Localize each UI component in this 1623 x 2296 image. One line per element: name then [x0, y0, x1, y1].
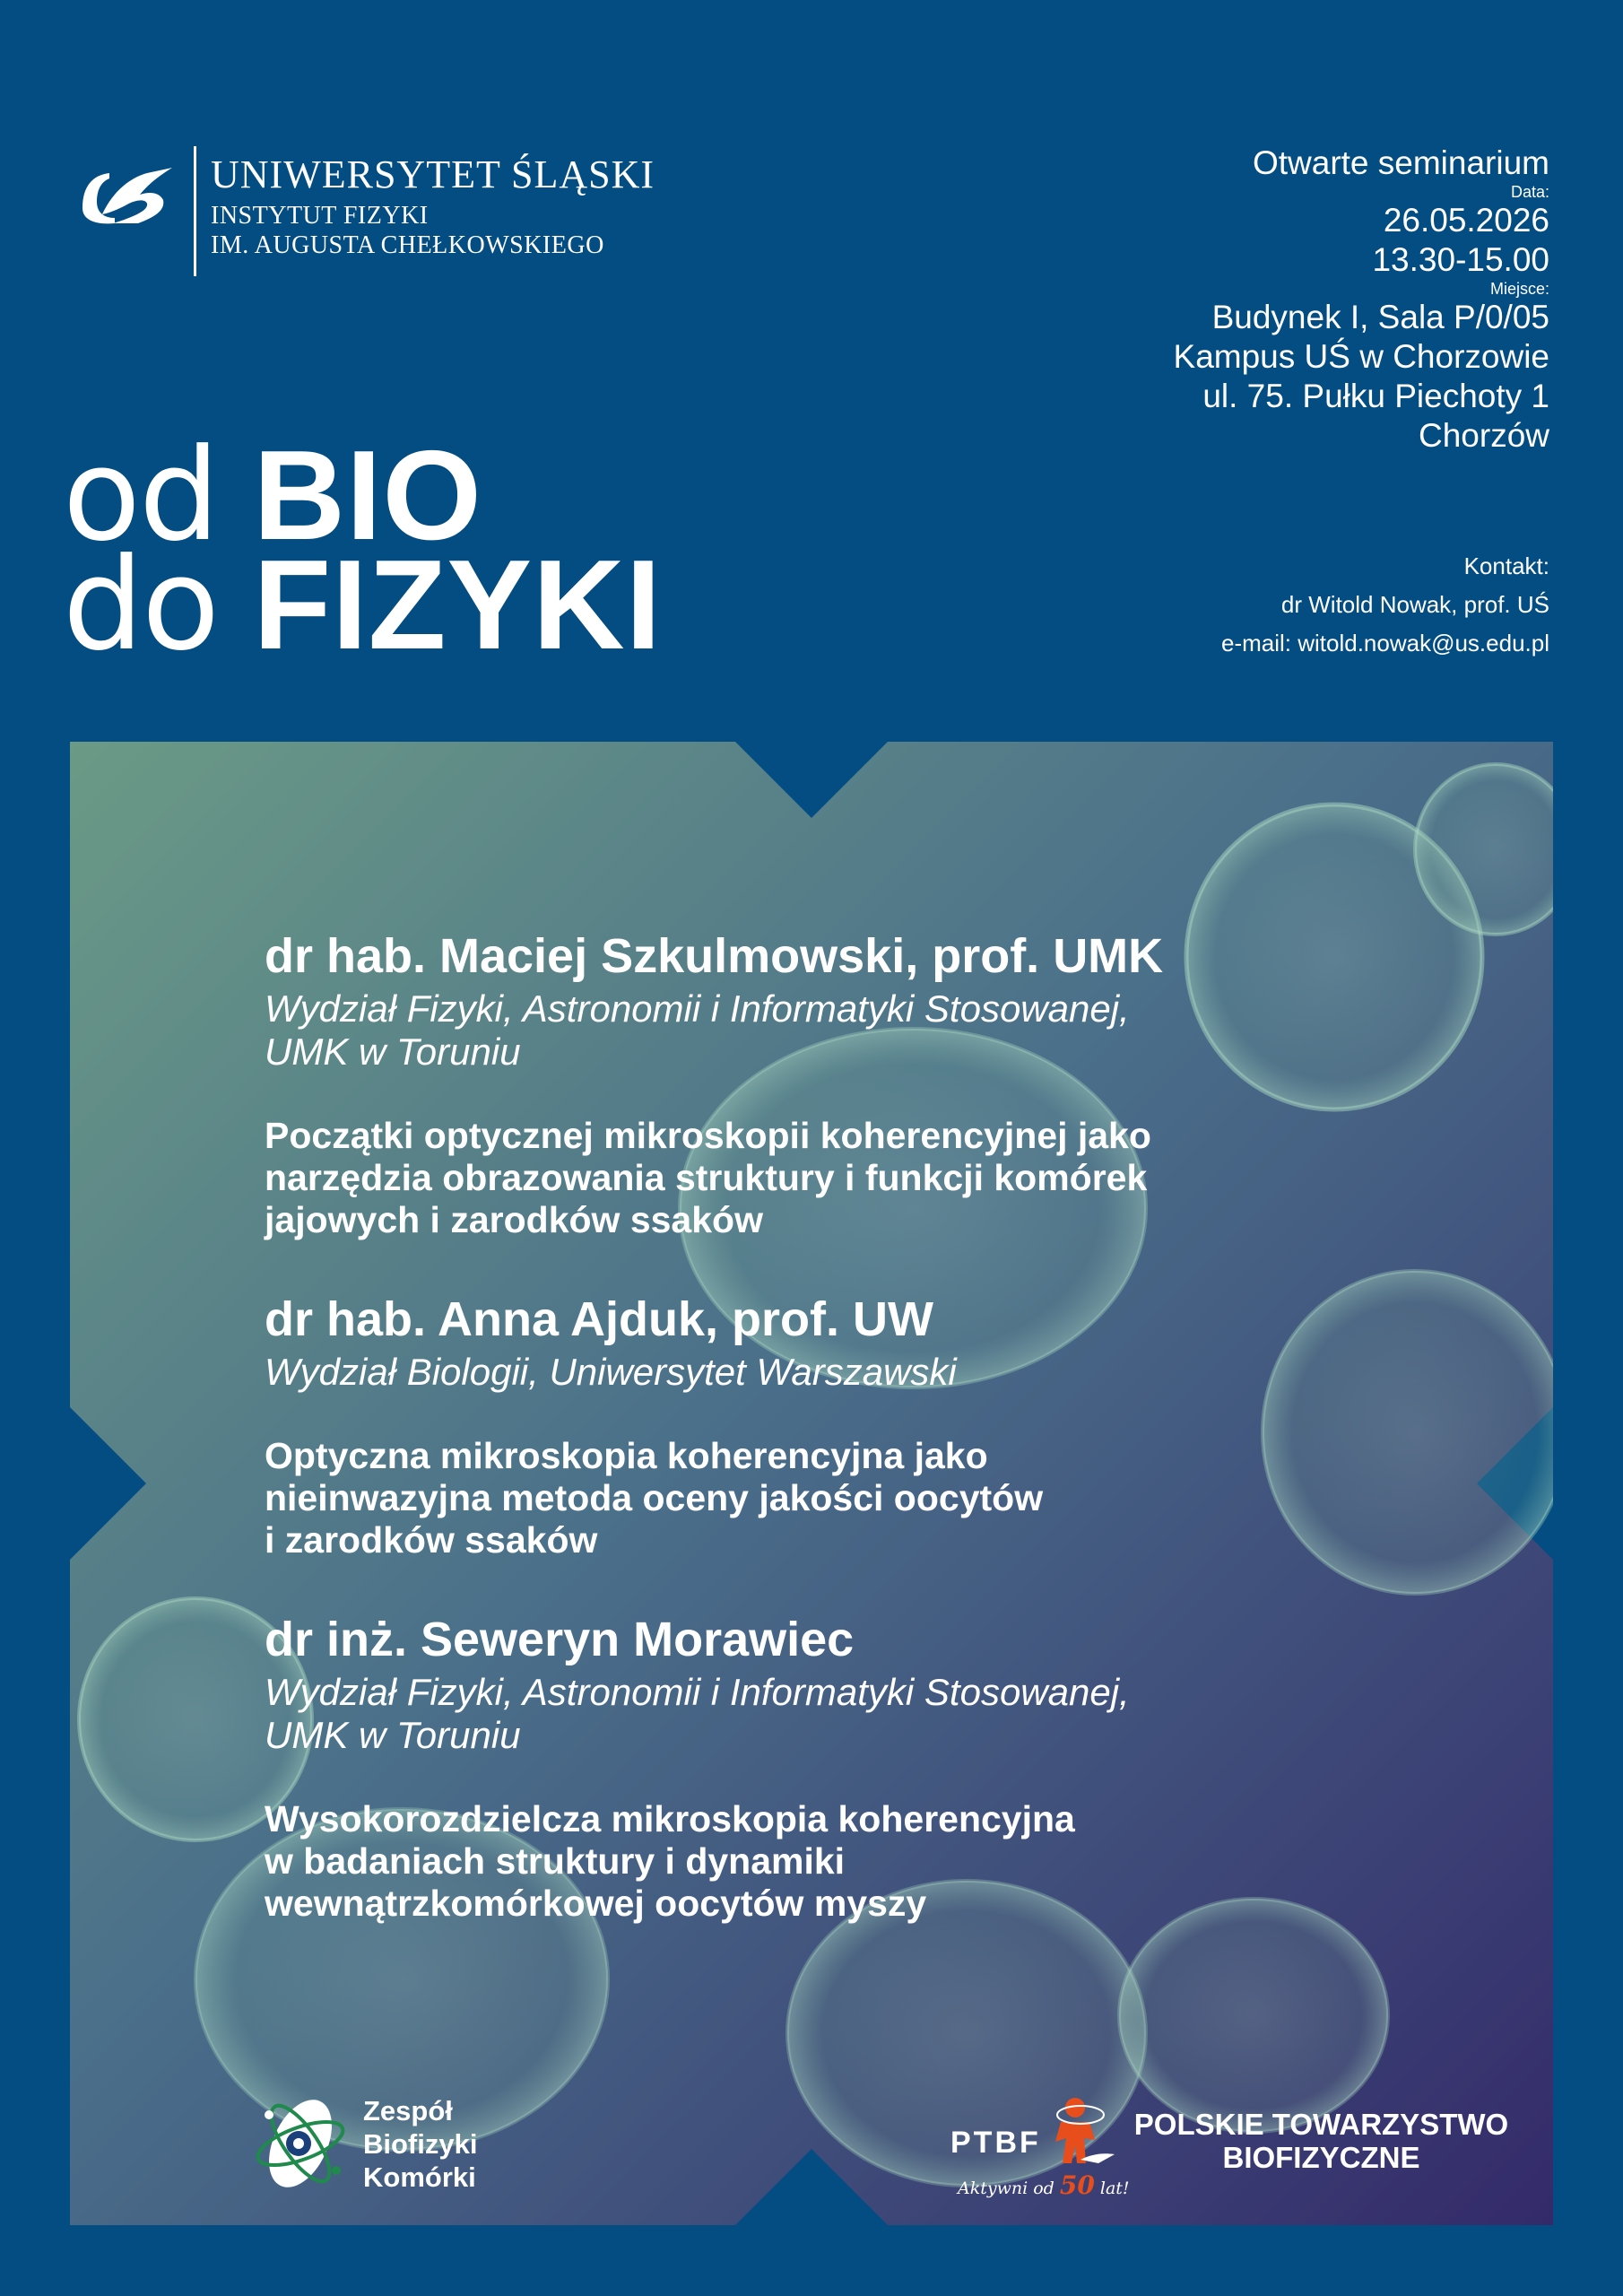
zbk-line-1: Zespół [363, 2094, 453, 2126]
university-text [211, 146, 655, 260]
talk-title-line: nieinwazyjna metoda oceny jakości oocytów [265, 1477, 1044, 1518]
ptbf-logo [950, 2090, 1509, 2200]
talk-title [265, 1798, 1385, 1925]
zbk-line-3: Komórki [363, 2161, 476, 2193]
talk-title-line: Wysokorozdzielcza mikroskopia koherencyjna [265, 1798, 1075, 1839]
motto-text: Aktywni od [958, 2179, 1055, 2198]
university-emblem-icon [75, 159, 174, 230]
university-name: UNIWERSYTET ŚLĄSKI [211, 152, 655, 196]
talk-title-line: Początki optycznej mikroskopii koherencyjnej jako [265, 1115, 1151, 1156]
speaker-affiliation-line-2: UMK w Toruniu [265, 1714, 521, 1756]
speaker-affiliation-line-2: UMK w Toruniu [265, 1031, 521, 1073]
talks-list [265, 928, 1385, 1975]
zbk-line-2: Biofizyki [363, 2127, 478, 2160]
speaker-affiliation: Wydział Fizyki, Astronomii i Informatyki Stosowanej, [265, 1671, 1130, 1713]
speaker-affiliation: Wydział Fizyki, Astronomii i Informatyki Stosowanej, [265, 987, 1130, 1030]
talk-title-line: i zarodków ssaków [265, 1519, 598, 1561]
contact-info [1221, 547, 1549, 663]
talk-2 [265, 1292, 1385, 1561]
place-line-1: Budynek I, Sala P/0/05 [1211, 299, 1549, 335]
place-line-3: ul. 75. Pułku Piechoty 1 [1202, 378, 1549, 414]
contact-email[interactable]: e-mail: witold.nowak@us.edu.pl [1220, 630, 1549, 657]
zbk-name [363, 2094, 477, 2194]
talk-title-line: narzędzia obrazowania struktury i funkcji komórek [265, 1157, 1148, 1198]
title-fizyki: FIZYKI [253, 534, 663, 676]
talk-title [265, 1435, 1385, 1561]
talk-title [265, 1115, 1385, 1241]
event-info [1174, 144, 1549, 456]
cell-atom-icon [256, 2090, 354, 2197]
institute-name: INSTYTUT FIZYKI [211, 202, 429, 230]
event-type: Otwarte seminarium [1252, 144, 1549, 181]
contact-label: Kontakt: [1463, 552, 1549, 579]
speaker-name: dr hab. Maciej Szkulmowski, prof. UMK [265, 929, 1164, 983]
motto-number: 50 [1059, 2170, 1095, 2200]
place-line-2: Kampus UŚ w Chorzowie [1173, 338, 1549, 375]
place-line-4: Chorzów [1419, 417, 1549, 454]
motto-text-end: lat! [1099, 2179, 1130, 2198]
ptbf-motto [958, 2170, 1130, 2200]
talk-3 [265, 1612, 1385, 1925]
poster-title [63, 422, 663, 679]
talk-1 [265, 928, 1385, 1241]
speaker-name: dr hab. Anna Ajduk, prof. UW [265, 1292, 933, 1346]
title-od: od [63, 422, 219, 570]
logo-divider [194, 146, 196, 276]
ptbf-name-line-2: BIOFIZYCZNE [1222, 2141, 1420, 2174]
speaker-affiliation: Wydział Biologii, Uniwersytet Warszawski [265, 1351, 957, 1393]
talk-title-line: wewnątrzkomórkowej oocytów myszy [265, 1883, 927, 1924]
ptbf-name-line-1: POLSKIE TOWARZYSTWO [1133, 2108, 1509, 2141]
contact-person: dr Witold Nowak, prof. UŚ [1280, 591, 1549, 618]
university-logo [75, 146, 655, 276]
talk-title-line: jajowych i zarodków ssaków [265, 1199, 763, 1240]
title-bio: BIO [253, 424, 482, 567]
event-date: 26.05.2026 [1383, 202, 1549, 239]
date-label: Data: [1510, 183, 1549, 201]
ptbf-abbreviation: PTBF [950, 2126, 1041, 2160]
place-label: Miejsce: [1489, 280, 1549, 298]
ptbf-figure-icon [1045, 2095, 1116, 2176]
talk-title-line: w badaniach struktury i dynamiki [265, 1840, 846, 1882]
ptbf-name [1134, 2108, 1508, 2174]
event-time: 13.30-15.00 [1372, 241, 1549, 278]
title-do: do [63, 531, 219, 679]
zbk-logo [256, 2090, 477, 2197]
talk-title-line: Optyczna mikroskopia koherencyjna jako [265, 1435, 988, 1476]
institute-patron: IM. AUGUSTA CHEŁKOWSKIEGO [211, 230, 604, 259]
speaker-name: dr inż. Seweryn Morawiec [265, 1613, 855, 1666]
